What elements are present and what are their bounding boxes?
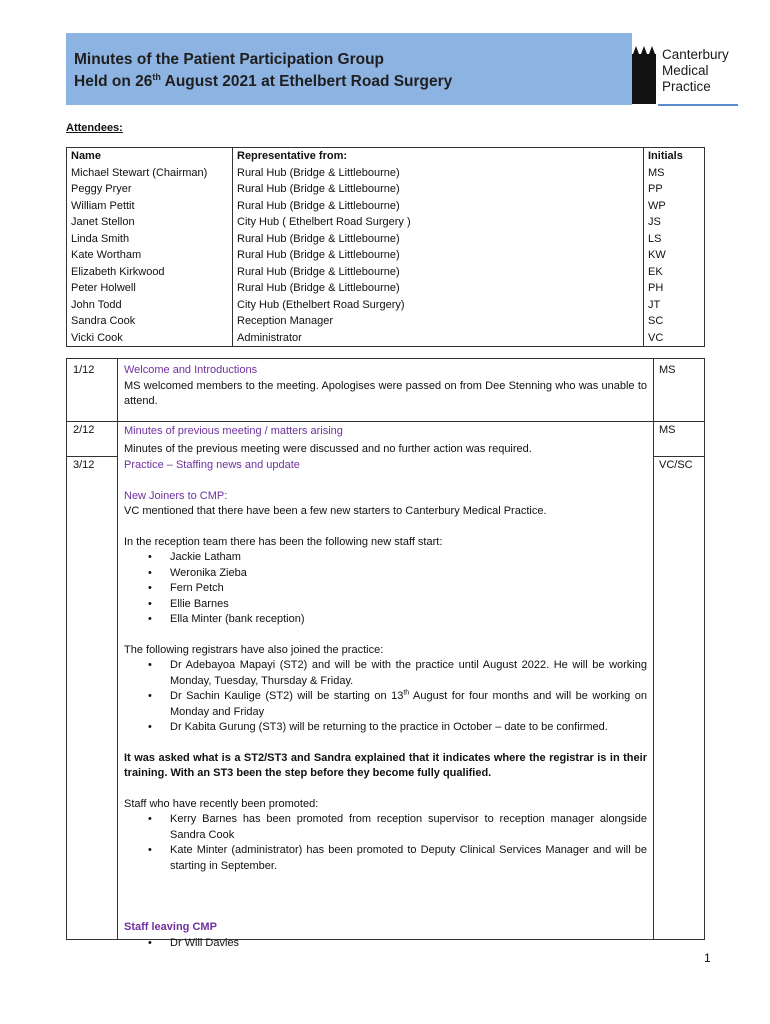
row-divider xyxy=(67,456,117,457)
attendee-representative: Rural Hub (Bridge & Littlebourne) xyxy=(233,165,644,182)
item-initials: MS xyxy=(659,424,676,436)
attendee-initials: JT xyxy=(648,298,661,311)
attendees-table xyxy=(66,147,705,347)
attendee-representative: Rural Hub (Bridge & Littlebourne) xyxy=(233,247,644,264)
list-item: • Jackie Latham xyxy=(170,550,647,566)
table-row xyxy=(67,214,705,231)
attendee-initials: EK xyxy=(648,265,663,278)
item-1-content xyxy=(124,363,647,410)
attendees-heading: Attendees: xyxy=(66,122,123,134)
attendee-name: William Pettit xyxy=(67,198,233,215)
column-divider xyxy=(117,359,118,939)
item-3-content xyxy=(124,458,647,951)
list-item: • Fern Petch xyxy=(170,581,647,597)
attendee-name: Peggy Pryer xyxy=(67,181,233,198)
table-row xyxy=(67,165,705,182)
title-line-1: Minutes of the Patient Participation Group xyxy=(74,51,385,68)
column-header-initials: Initials xyxy=(648,150,683,163)
table-row xyxy=(67,280,705,297)
list-item: • Dr Sachin Kaulige (ST2) will be starting on 13th August for four months and will be working on Monday and Friday xyxy=(170,689,647,720)
attendee-initials: JS xyxy=(648,216,661,229)
attendee-name: Sandra Cook xyxy=(67,313,233,330)
logo-underline xyxy=(658,104,738,106)
minutes-table xyxy=(66,358,705,949)
attendee-name: Kate Wortham xyxy=(67,247,233,264)
registrars-intro: The following registrars have also joined the practice: xyxy=(124,643,384,656)
attendee-initials: MS xyxy=(648,166,665,179)
attendee-initials: PH xyxy=(648,282,664,295)
new-joiners-text: VC mentioned that there have been a few new starters to Canterbury Medical Practice. xyxy=(124,505,547,517)
list-item: • Kerry Barnes has been promoted from reception supervisor to reception manager alongside Sandra Cook xyxy=(170,812,647,843)
item-number: 2/12 xyxy=(73,424,95,436)
table-row xyxy=(67,181,705,198)
registrars-list xyxy=(124,658,647,736)
column-header-representative: Representative from: xyxy=(233,148,644,165)
item-2-content xyxy=(124,424,647,457)
table-header-row xyxy=(67,148,705,165)
list-item: • Ellie Barnes xyxy=(170,597,647,613)
leaving-heading: Staff leaving CMP xyxy=(124,921,217,933)
attendee-initials: KW xyxy=(648,249,666,262)
attendee-representative: Reception Manager xyxy=(233,313,644,330)
attendee-name: Peter Holwell xyxy=(67,280,233,297)
attendee-representative: City Hub (Ethelbert Road Surgery) xyxy=(233,297,644,314)
attendee-name: Vicki Cook xyxy=(67,330,233,347)
table-row xyxy=(67,313,705,330)
item-number: 3/12 xyxy=(73,459,95,471)
list-item: • Weronika Zieba xyxy=(170,566,647,582)
item-text: Minutes of the previous meeting were discussed and no further action was required. xyxy=(124,442,532,455)
attendee-name: Linda Smith xyxy=(67,231,233,248)
list-item: • Ella Minter (bank reception) xyxy=(170,612,647,628)
attendee-representative: City Hub ( Ethelbert Road Surgery ) xyxy=(233,214,644,231)
attendee-initials: WP xyxy=(648,199,666,212)
promoted-list xyxy=(124,812,647,874)
item-heading: Minutes of previous meeting / matters arising xyxy=(124,425,343,437)
row-divider xyxy=(653,456,704,457)
list-item: • Kate Minter (administrator) has been promoted to Deputy Clinical Services Manager and will be starting in September. xyxy=(170,843,647,874)
attendee-name: Janet Stellon xyxy=(67,214,233,231)
leaving-list xyxy=(124,936,647,952)
item-heading: Welcome and Introductions xyxy=(124,364,258,376)
column-header-name: Name xyxy=(67,148,233,165)
practice-logo xyxy=(632,33,742,107)
item-number: 1/12 xyxy=(73,364,95,376)
attendee-name: Elizabeth Kirkwood xyxy=(67,264,233,281)
item-heading: Practice – Staffing news and update xyxy=(124,459,300,471)
list-item: • Dr Kabita Gurung (ST3) will be returning to the practice in October – date to be confirmed. xyxy=(170,720,647,736)
new-joiners-heading: New Joiners to CMP: xyxy=(124,489,228,502)
title-line-2: Held on 26th August 2021 at Ethelbert Road Surgery xyxy=(74,71,453,90)
page-number: 1 xyxy=(704,951,711,965)
attendee-initials: VC xyxy=(648,331,664,344)
row-divider xyxy=(67,421,704,422)
attendee-representative: Rural Hub (Bridge & Littlebourne) xyxy=(233,231,644,248)
list-item: • Dr Will Davies xyxy=(170,936,647,952)
st-explanation: It was asked what is a ST2/ST3 and Sandra explained that it indicates where the registrar is in their training. With an ST3 been the step before they become fully qualified. xyxy=(124,751,647,779)
reception-staff-list xyxy=(124,550,647,628)
attendee-initials: PP xyxy=(648,183,663,196)
item-text: MS welcomed members to the meeting. Apologises were passed on from Dee Stenning who was unable to attend. xyxy=(124,379,647,407)
item-initials: MS xyxy=(659,364,676,376)
page-title xyxy=(74,49,452,93)
attendee-representative: Rural Hub (Bridge & Littlebourne) xyxy=(233,198,644,215)
table-row xyxy=(67,330,705,347)
attendee-representative: Rural Hub (Bridge & Littlebourne) xyxy=(233,181,644,198)
column-divider xyxy=(653,359,654,939)
table-row xyxy=(67,264,705,281)
table-row xyxy=(67,297,705,314)
attendee-representative: Rural Hub (Bridge & Littlebourne) xyxy=(233,280,644,297)
cathedral-tower-icon xyxy=(632,46,656,104)
list-item: • Dr Adebayoa Mapayi (ST2) and will be with the practice until August 2022. He will be working Monday, Tuesday, Thursday & Friday. xyxy=(170,658,647,689)
logo-text: Canterbury Medical Practice xyxy=(662,47,729,94)
attendee-representative: Rural Hub (Bridge & Littlebourne) xyxy=(233,264,644,281)
table-row xyxy=(67,198,705,215)
attendee-representative: Administrator xyxy=(233,330,644,347)
attendee-initials: SC xyxy=(648,315,664,328)
table-row xyxy=(67,247,705,264)
attendee-name: Michael Stewart (Chairman) xyxy=(67,165,233,182)
title-banner xyxy=(66,33,632,105)
promoted-intro: Staff who have recently been promoted: xyxy=(124,797,319,810)
reception-intro: In the reception team there has been the following new staff start: xyxy=(124,535,443,548)
item-initials: VC/SC xyxy=(659,459,693,471)
attendee-name: John Todd xyxy=(67,297,233,314)
attendee-initials: LS xyxy=(648,232,662,245)
table-row xyxy=(67,231,705,248)
